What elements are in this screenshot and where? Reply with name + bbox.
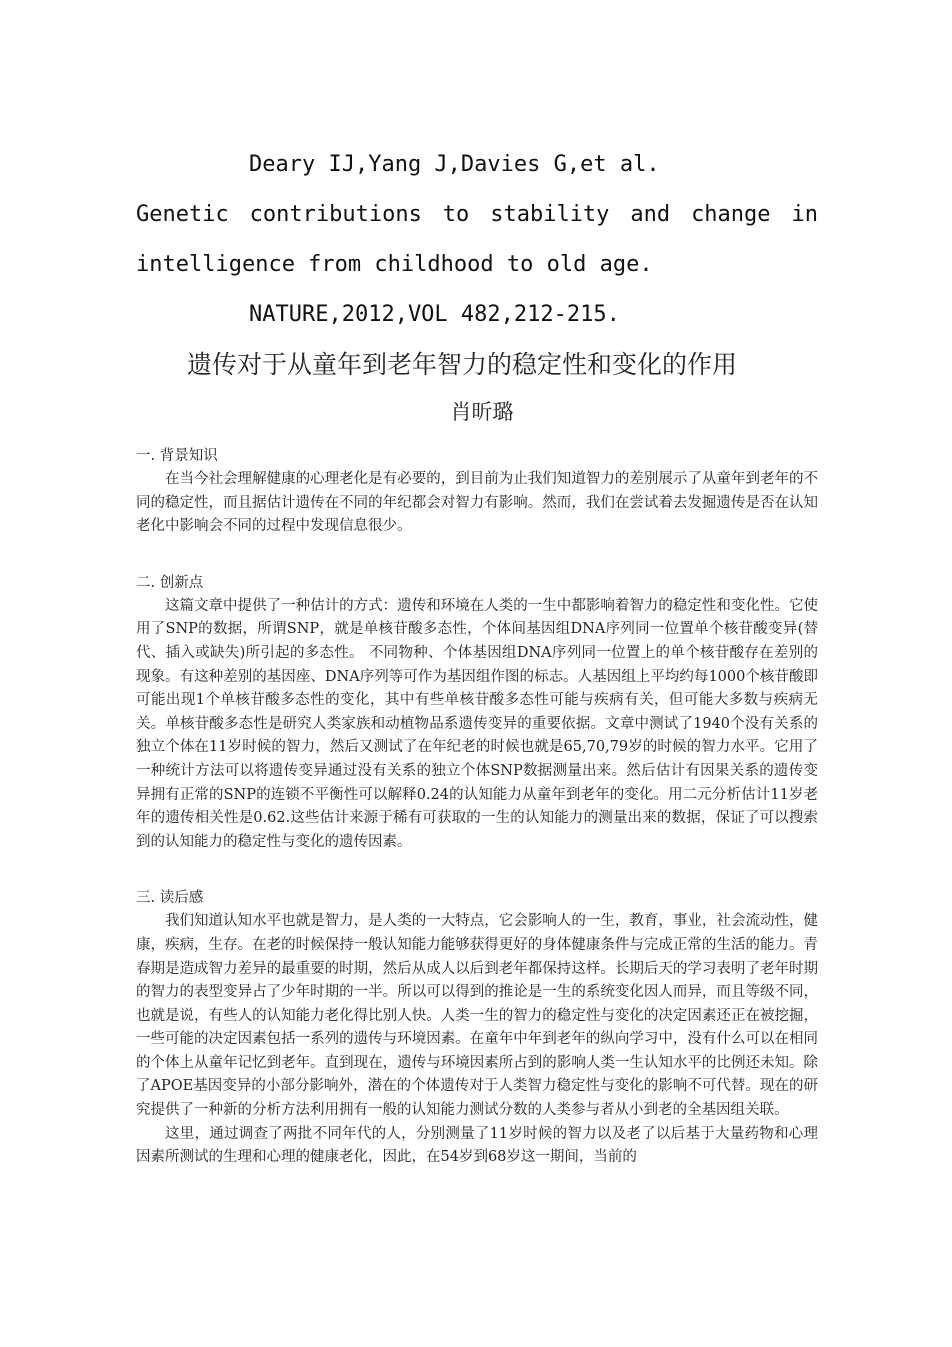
innovation-paragraph: 这篇文章中提供了一种估计的方式：遗传和环境在人类的一生中都影响着智力的稳定性和变化性。它使用了SNP的数据，所谓SNP，就是单核苷酸多态性，个体间基因组DNA序列同一位置单个核苷酸变异(替代、插入或缺失)所引起的多态性。 不同物种、个体基因组DNA序列同一位置上的单个核苷酸存在差别的现象。有这种差别的基因座、DNA序列等可作为基因组作图的标志。人基因组上平均约每1000个核苷酸即可能出现1个单核苷酸多态性的变化，其中有些单核苷酸多态性可能与疾病有关，但可能大多数与疾病无关。单核苷酸多态性是研究人类家族和动植物品系遗传变异的重要依据。文章中测试了1940个没有关系的独立个体在11岁时候的智力，然后又测试了在年纪老的时候也就是65,70,79岁的时候的智力水平。它用了一种统计方法可以将遗传变异通过没有关系的独立个体SNP数据测量出来。然后估计有因果关系的遗传变异拥有正常的SNP的连锁不平衡性可以解释0.24的认知能力从童年到老年的变化。用二元分析估计11岁老年的遗传相关性是0.62.这些估计来源于稀有可获取的一生的认知能力的测量出来的数据，保证了可以搜索到的认知能力的稳定性与变化的遗传因素。	[136, 597, 818, 850]
title-word: and	[630, 202, 671, 227]
chinese-title: 遗传对于从童年到老年智力的稳定性和变化的作用	[186, 350, 737, 379]
section-heading-background: 一. 背景知识	[136, 448, 218, 464]
title-word: contributions	[249, 202, 422, 227]
title-word: Genetic	[136, 202, 229, 227]
title-word: to	[442, 202, 470, 227]
section-heading-innovation: 二. 创新点	[136, 574, 204, 591]
reflection-paragraph-2: 这里，通过调查了两批不同年代的人，分别测量了11岁时候的智力以及老了以后基于大量药物和心理因素所测试的生理和心理的健康老化，因此，在54岁到68岁这一期间，当前的	[136, 1125, 818, 1166]
title-word: in	[791, 202, 818, 227]
reference-journal: NATURE,2012,VOL 482,212-215.	[249, 302, 620, 327]
reference-title-line2: intelligence from childhood to old age.	[136, 252, 653, 277]
reflection-paragraph-1: 我们知道认知水平也就是智力，是人类的一大特点，它会影响人的一生，教育，事业，社会流动性，健康，疾病，生存。在老的时候保持一般认知能力能够获得更好的身体健康条件与完成正常的生活的能力。青春期是造成智力差异的最重要的时期，然后从成人以后到老年都保持这样。长期后天的学习表明了老年时期的智力的表型变异占了少年时期的一半。所以可以得到的推论是一生的系统变化因人而异，而且等级不同，也就是说，有些人的认知能力老化得比别人快。人类一生的智力的稳定性与变化的决定因素还正在被挖掘，一些可能的决定因素包括一系列的遗传与环境因素。在童年中年到老年的纵向学习中，没有什么可以在相同的个体上从童年记忆到老年。直到现在，遗传与环境因素所占到的影响人类一生认知水平的比例还未知。除了APOE基因变异的小部分影响外，潜在的个体遗传对于人类智力稳定性与变化的影响不可代替。现在的研究提供了一种新的分析方法利用拥有一般的认知能力测试分数的人类参与者从小到老的全基因组关联。	[136, 913, 818, 1119]
section-spacer	[136, 539, 818, 563]
title-word: change	[691, 202, 771, 227]
background-paragraph: 在当今社会理解健康的心理老化是有必要的，到目前为止我们知道智力的差别展示了从童年到老年的不同的稳定性，而且据估计遗传在不同的年纪都会对智力有影响。然而，我们在尝试着去发掘遗传是否在认知老化中影响会不同的过程中发现信息很少。	[136, 471, 818, 535]
reference-authors: Deary IJ,Yang J,Davies G,et al.	[249, 152, 660, 177]
title-word: stability	[490, 202, 610, 227]
reference-title-line1	[136, 190, 818, 240]
section-spacer	[136, 854, 818, 878]
document-page	[136, 140, 818, 1170]
section-heading-reflection: 三. 读后感	[136, 890, 204, 907]
author-name: 肖昕璐	[450, 400, 514, 424]
